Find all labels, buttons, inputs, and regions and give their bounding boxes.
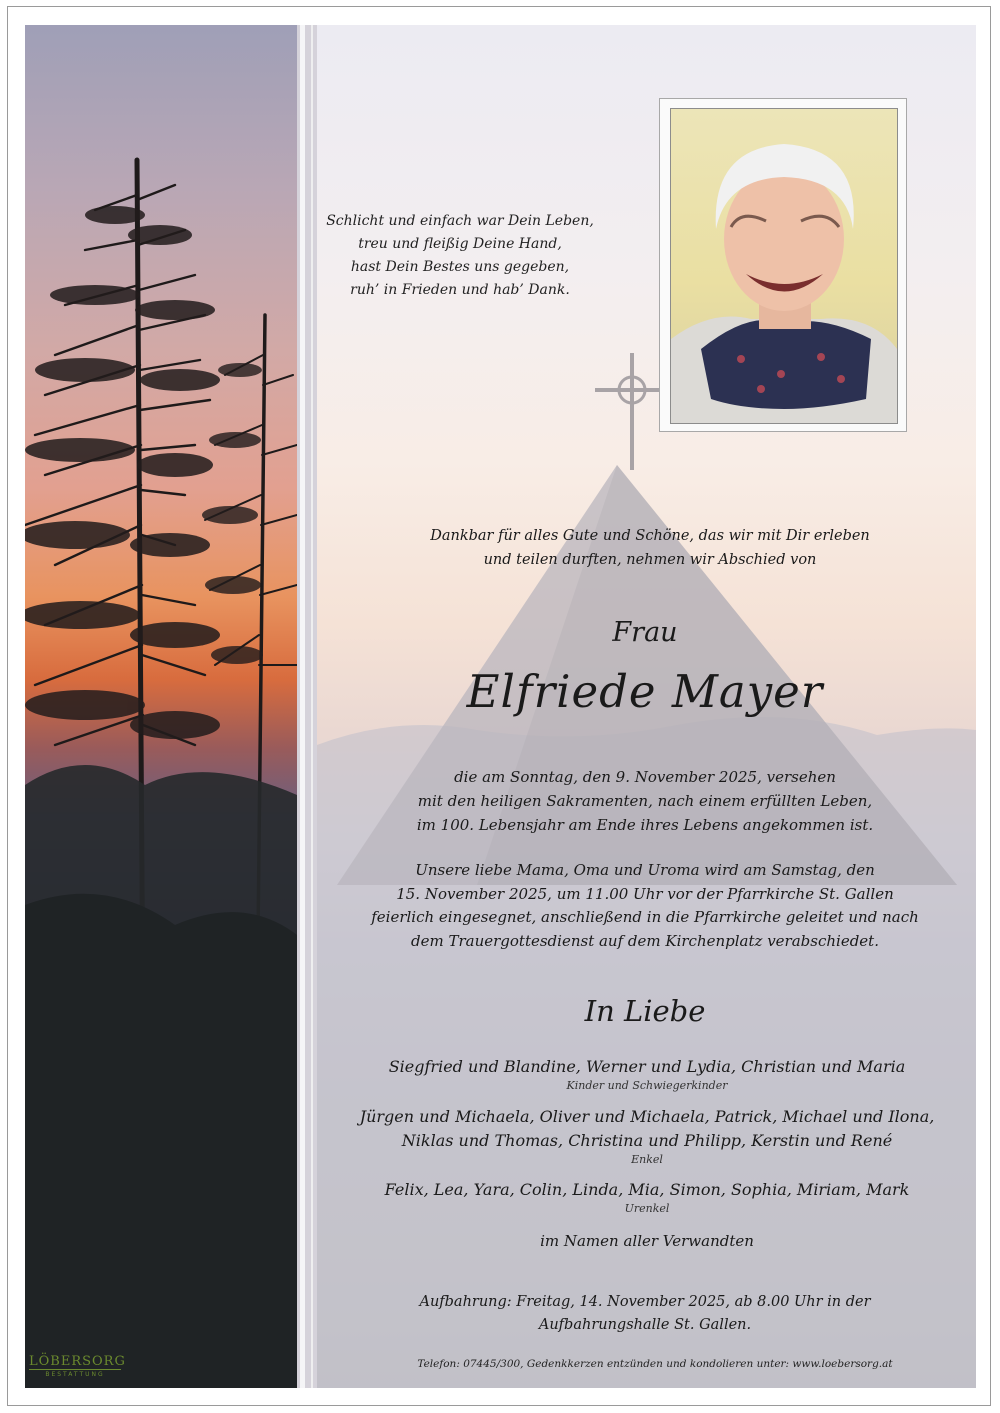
memorial-poem [325,210,595,302]
divider-line-thin [311,25,313,1388]
viewing-line: Aufbahrung: Freitag, 14. November 2025, ab 8.00 Uhr in der [419,1294,871,1310]
poem-line: ruh’ in Frieden und hab’ Dank. [350,282,570,298]
farewell-intro [345,524,955,572]
funeral-line: dem Trauergottesdienst auf dem Kirchenplatz verabschiedet. [411,931,879,950]
poem-line: hast Dein Bestes uns gegeben, [350,259,570,275]
great-grandchildren-label: Urenkel [624,1202,670,1215]
intro-line: und teilen durften, nehmen wir Abschied von [483,552,817,568]
relatives-line: im Namen aller Verwandten [540,1232,754,1250]
great-grandchildren-names: Felix, Lea, Yara, Colin, Linda, Mia, Simon, Sophia, Miriam, Mark [384,1180,910,1199]
viewing-line: Aufbahrungshalle St. Gallen. [538,1317,752,1333]
death-line: mit den heiligen Sakramenten, nach einem erfüllten Leben, [417,792,873,810]
poem-line: Schlicht und einfach war Dein Leben, [326,213,594,229]
grandchildren-names-2: Niklas und Thomas, Christina und Philipp, Kerstin und René [401,1131,893,1150]
death-line: die am Sonntag, den 9. November 2025, versehen [454,768,836,786]
divider-line [300,25,305,1388]
funeral-line: Unsere liebe Mama, Oma und Uroma wird am Samstag, den [415,861,875,879]
funeral-line: feierlich eingesegnet, anschließend in die Pfarrkirche geleitet und nach [371,908,919,926]
intro-line: Dankbar für alles Gute und Schöne, das wir mit Dir erleben [430,528,870,544]
obituary-card [25,25,976,1388]
portrait-photo [670,108,898,424]
logo-tagline: BESTATTUNG [45,1371,105,1378]
portrait-frame [659,98,907,432]
grandchildren-names-1: Jürgen und Michaela, Oliver und Michaela, Patrick, Michael und Ilona, [359,1107,935,1126]
logo-name: LÖBERSORG [29,1354,126,1369]
children-names: Siegfried und Blandine, Werner und Lydia, Christian und Maria [388,1057,906,1076]
funeral-home-logo [29,1354,126,1378]
viewing-details [325,1291,965,1337]
funeral-line: 15. November 2025, um 11.00 Uhr vor der Pfarrkirche St. Gallen [396,884,894,903]
salutation: Frau [612,617,678,648]
grandchildren-label: Enkel [631,1153,663,1166]
tree-silhouettes [25,25,297,1388]
death-line: im 100. Lebensjahr am Ende ihres Lebens angekommen ist. [416,816,874,834]
contact-footer: Telefon: 07445/300, Gedenkkerzen entzünden und kondolieren unter: www.loebersorg.at [417,1358,893,1370]
death-notice [325,765,965,837]
funeral-details [325,859,965,953]
deceased-name: Elfriede Mayer [466,665,824,718]
portrait-figure [671,109,897,423]
children-label: Kinder und Schwiegerkinder [566,1079,728,1092]
sunset-tree-photo [25,25,297,1388]
in-love-heading: In Liebe [584,994,706,1028]
poem-line: treu und fleißig Deine Hand, [358,236,562,252]
cross-icon [595,353,669,470]
